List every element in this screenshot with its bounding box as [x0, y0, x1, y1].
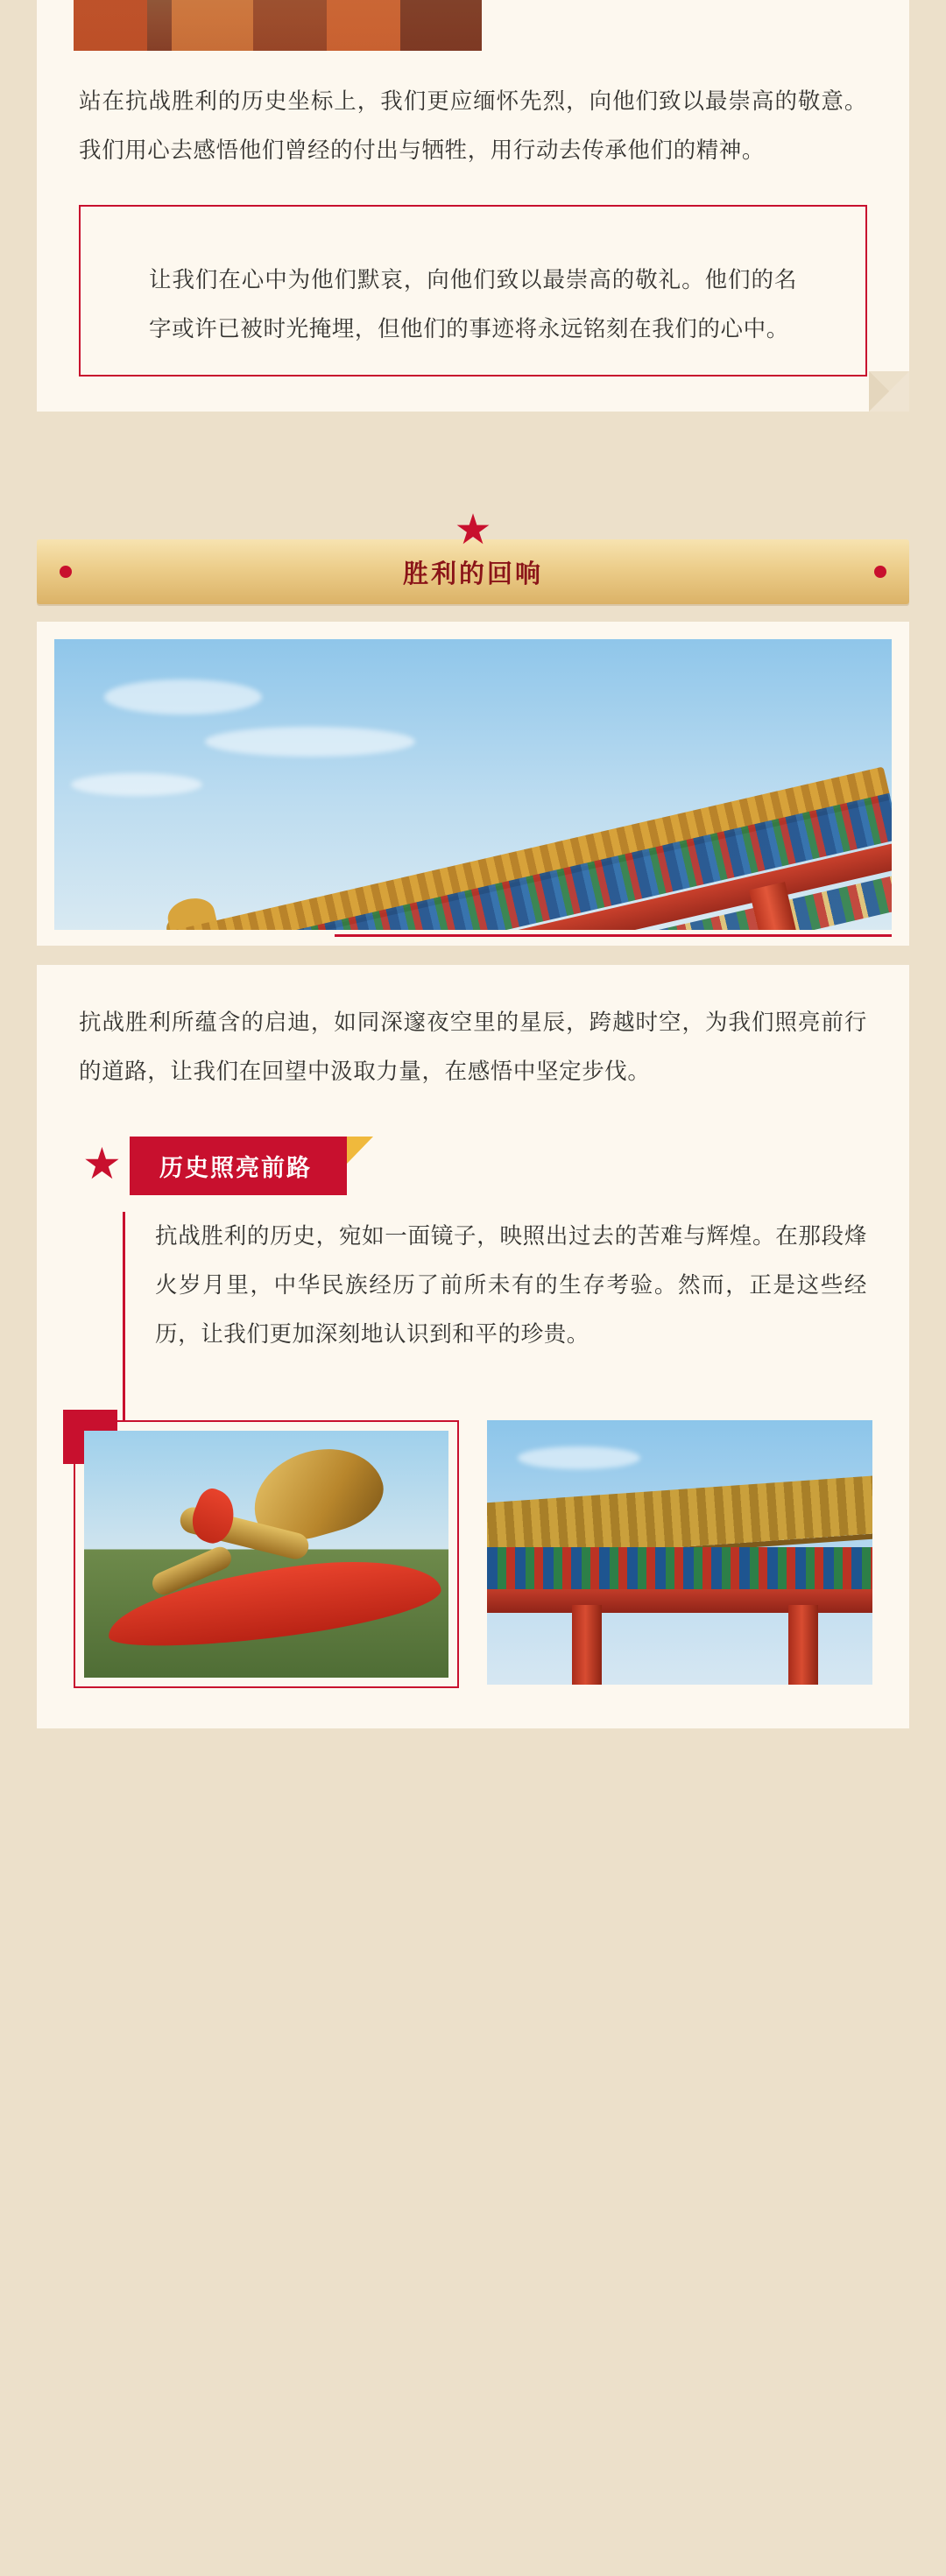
subsection-body [123, 1212, 867, 1420]
temple-eaves [487, 1547, 872, 1589]
bottom-image-right [487, 1420, 872, 1688]
top-image-strip [74, 0, 482, 51]
quote-box [79, 205, 867, 377]
body-text-card [37, 965, 909, 1728]
temple-pillar-left [572, 1605, 602, 1685]
dot-icon-left [60, 566, 72, 578]
temple-roof-illustration [54, 727, 892, 930]
dot-icon-right [874, 566, 886, 578]
top-text-card [37, 0, 909, 412]
star-icon: ★ [454, 507, 492, 553]
section-banner [37, 507, 909, 604]
subsection-tag-label: 历史照亮前路 [130, 1137, 347, 1195]
body-paragraph: 抗战胜利所蕴含的启迪，如同深邃夜空里的星辰，跨越时空，为我们照亮前行的道路，让我们在回望中汲取力量，在感悟中坚定步伐。 [79, 1010, 867, 1084]
subsection-heading [37, 1137, 909, 1191]
hero-image-card [37, 622, 909, 946]
subsection-paragraph: 抗战胜利的历史，宛如一面镜子，映照出过去的苦难与辉煌。在那段烽火岁月里，中华民族经历了前所未有的生存考验。然而，正是这些经历，让我们更加深刻地认识到和平的珍贵。 [155, 1224, 867, 1347]
temple-pillar-right [788, 1605, 818, 1685]
top-paragraph: 站在抗战胜利的历史坐标上，我们更应缅怀先烈，向他们致以最崇高的敬意。我们用心去感悟他们曾经的付出与牺牲，用行动去传承他们的精神。 [79, 89, 867, 163]
cloud-shape [71, 773, 202, 796]
ribbon-shape [103, 1549, 444, 1658]
cloud-shape [518, 1446, 640, 1469]
cloud-shape [205, 727, 415, 757]
bottom-image-pair [74, 1420, 872, 1688]
star-icon: ★ [82, 1139, 122, 1188]
page-fold-corner [869, 371, 909, 412]
hero-image [54, 639, 892, 930]
bottom-image-left [74, 1420, 459, 1688]
quote-text: 让我们在心中为他们默哀，向他们致以最崇高的敬礼。他们的名字或许已被时光掩埋，但他们的事迹将永远铭刻在我们的心中。 [149, 268, 797, 341]
temple-image [487, 1420, 872, 1685]
section-banner-title: 胜利的回响 [402, 560, 543, 588]
bugle-image [84, 1431, 448, 1678]
cloud-shape [104, 679, 262, 714]
bugle-image-frame [74, 1420, 459, 1688]
